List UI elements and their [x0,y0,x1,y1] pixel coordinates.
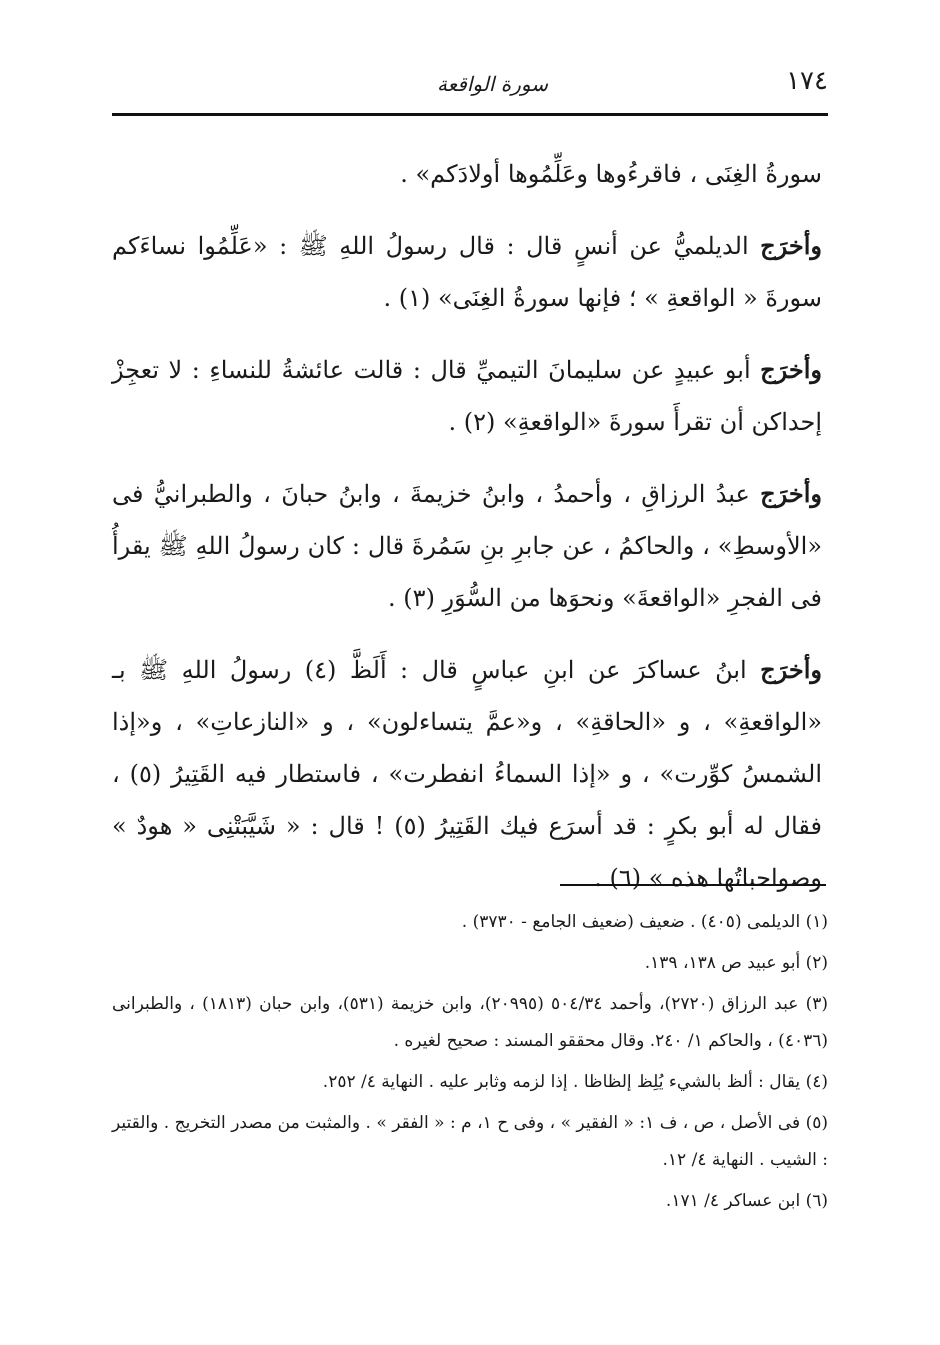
paragraph [112,220,822,324]
footnote: (٣) عبد الرزاق (٢٧٢٠)، وأحمد ٥٠٤/٣٤ (٢٠٩٩٥)، وابن خزيمة (٥٣١)، وابن حبان (١٨١٣) ، والطبرانى (٤٠٣٦) ، والحاكم ١/ ٢٤٠. وقال محققو المسند : صحيح لغيره . [112,994,829,1051]
footnotes [112,904,828,1224]
paragraph-text: ابنُ عساكرَ عن ابنِ عباسٍ قال : أَلَظَّ (٤) رسولُ اللهِ ﷺ بـ «الواقعةِ» ، و «الحاقةِ» ، و«عمَّ يتساءلون» ، و «النازعاتِ» ، و«إذا الشمسُ كوِّرت» ، و «إذا السماءُ انفطرت» ، فاستطار فيه القَتِيرُ (٥) ، فقال له أبو بكرٍ : قد أسرَع فيك القَتِيرُ (٥) ! قال : « شَيَّبَتْنِى « هودٌ » وصواحباتُها هذه » (٦) . [112,656,822,892]
footnote: (٥) فى الأصل ، ص ، ف ١: « الفقير » ، وفى ح ١، م : « الفقر » . والمثبت من مصدر التخريج . والقتير : الشيب . النهاية ٤/ ١٢. [112,1113,829,1170]
footnote: (٦) ابن عساكر ٤/ ١٧١. [665,1191,828,1211]
footnote: (٢) أبو عبيد ص ١٣٨، ١٣٩. [644,953,828,973]
page-header [112,66,828,106]
paragraph-lead: وأخرَج [760,355,822,384]
paragraph [112,468,822,624]
paragraph-lead: وأخرَج [760,655,822,684]
header-rule [112,113,828,116]
footnote: (١) الديلمى (٤٠٥) . ضعيف (ضعيف الجامع - ٣٧٣٠) . [461,912,828,932]
paragraph [112,344,822,448]
paragraph-lead: وأخرَج [760,231,822,260]
main-text [112,148,822,924]
paragraph-lead: وأخرَج [760,479,822,508]
paragraph [112,148,822,200]
paragraph-text: أبو عبيدٍ عن سليمانَ التيميِّ قال : قالت عائشةُ للنساءِ : لا تعجِزْ إحداكن أن تقرأَ سورةَ «الواقعةِ» (٢) . [112,356,822,436]
footnote: (٤) يقال : ألظ بالشيء يُلِظ إلظاظا . إذا لزمه وثابر عليه . النهاية ٤/ ٢٥٢. [322,1072,828,1092]
paragraph-text: سورةُ الغِنَى ، فاقرءُوها وعَلِّمُوها أولادَكم» . [400,160,822,188]
page-number: ١٧٤ [786,66,828,96]
footnote-rule [560,884,826,886]
paragraph [112,644,822,904]
paragraph-text: الديلميُّ عن أنسٍ قال : قال رسولُ اللهِ ﷺ : «عَلِّمُوا نساءَكم سورةَ « الواقعةِ » ؛ فإنها سورةُ الغِنَى» (١) . [112,232,822,312]
running-title: سورة الواقعة [436,72,548,96]
paragraph-text: عبدُ الرزاقِ ، وأحمدُ ، وابنُ خزيمةَ ، وابنُ حبانَ ، والطبرانيُّ فى «الأوسطِ» ، والحاكمُ ، عن جابرِ بنِ سَمُرةَ قال : كان رسولُ اللهِ ﷺ يقرأُ فى الفجرِ «الواقعةَ» ونحوَها من السُّوَرِ (٣) . [112,480,822,612]
